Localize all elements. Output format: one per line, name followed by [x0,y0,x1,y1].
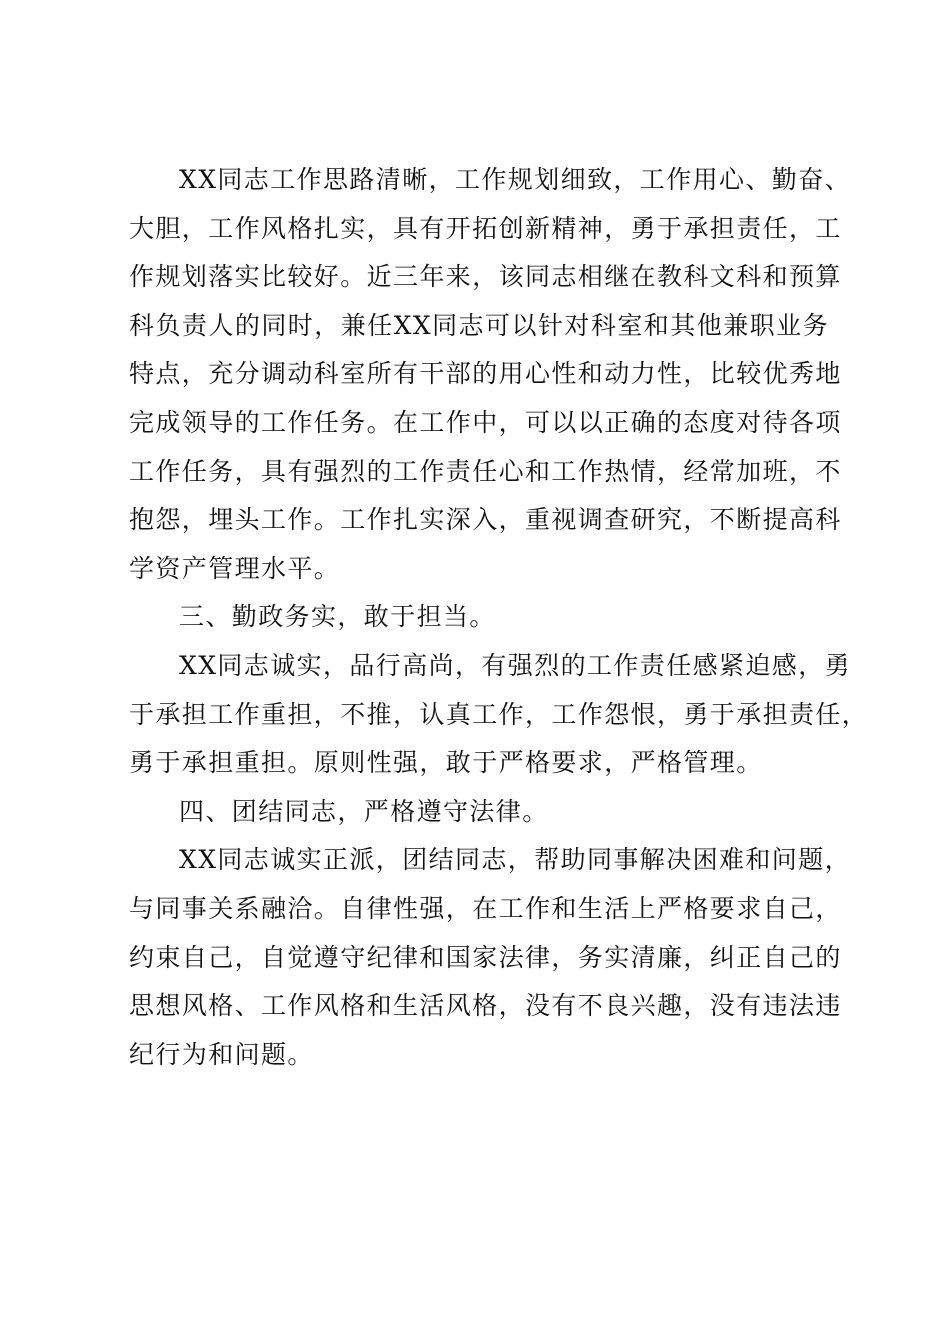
paragraph-1-line-2: 大胆，工作风格扎实，具有开拓创新精神，勇于承担责任，工 [129,213,842,243]
section-heading-4: 四、团结同志，严格遵守法律。 [179,796,549,826]
section-heading-3: 三、勤政务实，敢于担当。 [179,602,496,632]
document-body [129,156,869,1079]
paragraph-2-line-2: 于承担工作重担，不推，认真工作，工作怨恨，勇于承担责任， [129,699,869,729]
paragraph-1-line-3: 作规划落实比较好。近三年来，该同志相继在教科文科和预算 [129,262,842,292]
paragraph-3-line-2: 与同事关系融洽。自律性强，在工作和生活上严格要求自己， [129,893,842,923]
paragraph-2-line-3: 勇于承担重担。原则性强，敢于严格要求，严格管理。 [129,748,763,778]
paragraph-1-line-9: 学资产管理水平。 [129,553,341,583]
paragraph-3-line-1: XX同志诚实正派，团结同志，帮助同事解决困难和问题， [179,845,851,875]
paragraph-1-line-4: 科负责人的同时，兼任XX同志可以针对科室和其他兼职业务 [129,310,829,340]
paragraph-3-line-3: 约束自己，自觉遵守纪律和国家法律，务实清廉，纠正自己的 [129,942,842,972]
paragraph-2-line-1: XX同志诚实，品行高尚，有强烈的工作责任感紧迫感，勇 [179,650,851,680]
paragraph-1-line-7: 工作任务，具有强烈的工作责任心和工作热情，经常加班，不 [129,456,842,486]
paragraph-1-line-6: 完成领导的工作任务。在工作中，可以以正确的态度对待各项 [129,407,842,437]
paragraph-1-line-5: 特点，充分调动科室所有干部的用心性和动力性，比较优秀地 [129,359,842,389]
paragraph-1-line-8: 抱怨，埋头工作。工作扎实深入，重视调查研究，不断提高科 [129,505,842,535]
paragraph-3-line-5: 纪行为和问题。 [129,1039,314,1069]
paragraph-3-line-4: 思想风格、工作风格和生活风格，没有不良兴趣，没有违法违 [129,991,842,1021]
paragraph-1-line-1: XX同志工作思路清晰，工作规划细致，工作用心、勤奋、 [179,165,851,194]
